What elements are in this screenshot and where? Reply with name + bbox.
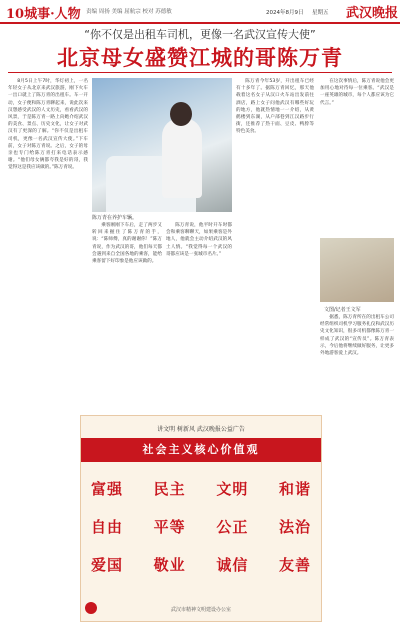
value-word: 诚信 (216, 556, 249, 574)
weekday: 星期五 (312, 10, 329, 16)
driver-head (170, 102, 192, 126)
secondary-photo (320, 238, 394, 302)
core-values-ad (80, 415, 322, 622)
value-word: 爱国 (91, 556, 124, 574)
value-word: 平等 (153, 518, 186, 536)
issue-date: 2024年8月9日 (266, 10, 304, 16)
headline-rule (8, 72, 392, 73)
value-word: 文明 (216, 480, 249, 498)
photo-credit: 文图/记者王文军 (324, 307, 361, 313)
value-word: 公正 (216, 518, 249, 536)
value-word: 自由 (91, 518, 124, 536)
article-column-5: 据悉，陈万青所在的出租车公司经常组织司机学习服务礼仪和武汉历史文化知识，很多司机都像陈万青一样成了武汉的“宣传员”。陈万青表示，今后他将继续做好服务，让更多外地游客爱上武汉。 (320, 315, 394, 357)
page-header (0, 0, 400, 24)
article-headline: 北京母女盛赞江城的哥陈万青 (57, 45, 343, 70)
value-word: 和谐 (278, 480, 311, 498)
article-column-6: 在这次事情后，陈万青说他会更加用心地对待每一位乘客。“武汉是一座英雄的城市，每个人都应该为它代言。” (320, 79, 394, 106)
value-word: 友善 (278, 556, 311, 574)
value-word: 敬业 (153, 556, 186, 574)
section-title: 10城事·人物 (6, 7, 81, 22)
article-column-4: 陈万青说，他平时开车时都会和乘客聊聊天，如果乘客是外地人，他就会主动介绍武汉的风土人情。“我觉得每一个武汉的哥都应该是一张城市名片。” (166, 223, 232, 257)
photo-caption-1: 陈万青在养护车辆。 (92, 215, 138, 221)
ad-sponsor: 武汉市精神文明建设办公室 (170, 607, 231, 613)
value-word: 法治 (278, 518, 311, 536)
article-column-3: 乘客刚刚下车后，走了两步又转回来握住了陈万青的手，说：“陈师傅，真的谢谢你！”陈万青说，作为武汉的哥，他们每天都会遇到来自全国各地的乘客，能给乘客留下好印象是他应该做的。 (92, 223, 162, 265)
values-row-2 (91, 516, 311, 537)
ad-byline: 讲文明 树新风 武汉晚报公益广告 (157, 426, 245, 433)
article-column-1: 8月5日上午7时，华灯初上，一名年轻女子从北京来武汉旅游，刚下火车一出口就上了陈万青的出租车。车一开动，女子便和陈万青聊起来，说此次来汉想感受武汉的人文历史，看看武汉的风景，于是陈万青一路上向她介绍武汉的美食、景点、历史文化，让女子对武汉有了更深的了解。“你不仅是出租车司机，更像一名武汉宣传大使。”下车前，女子对陈万青说。之后，女子的母亲也专门给陈万青打来电话表示感谢。“他们母女俩都夸我是好的哥，我觉得这是我应该做的。”陈万青说。 (8, 79, 88, 171)
value-word: 富强 (91, 480, 124, 498)
driver-figure (162, 118, 202, 198)
newspaper-logo: 武汉晚报 (346, 6, 399, 21)
values-row-1 (91, 478, 311, 499)
values-banner: 社会主义核心价值观 (81, 438, 321, 462)
value-word: 民主 (153, 480, 186, 498)
article-kicker: “你不仅是出租车司机，更像一名武汉宣传大使” (84, 28, 316, 41)
main-photo (92, 78, 232, 212)
editor-credits: 责编 周扬 美编 屈航宗 校对 苏德敏 (86, 9, 172, 15)
article-column-2: 陈万青今年53岁，开出租车已经有十多年了。据陈万青回忆，那天他载着这名女子从汉口火车站出发前往酒店，路上女子问他武汉有哪些好玩的地方，他就热情地一一介绍，从黄鹤楼到东湖，从户部巷到江汉路步行街，还推荐了热干面、豆皮、鸭脖等特色美食。 (236, 79, 314, 135)
values-row-3 (91, 554, 311, 575)
